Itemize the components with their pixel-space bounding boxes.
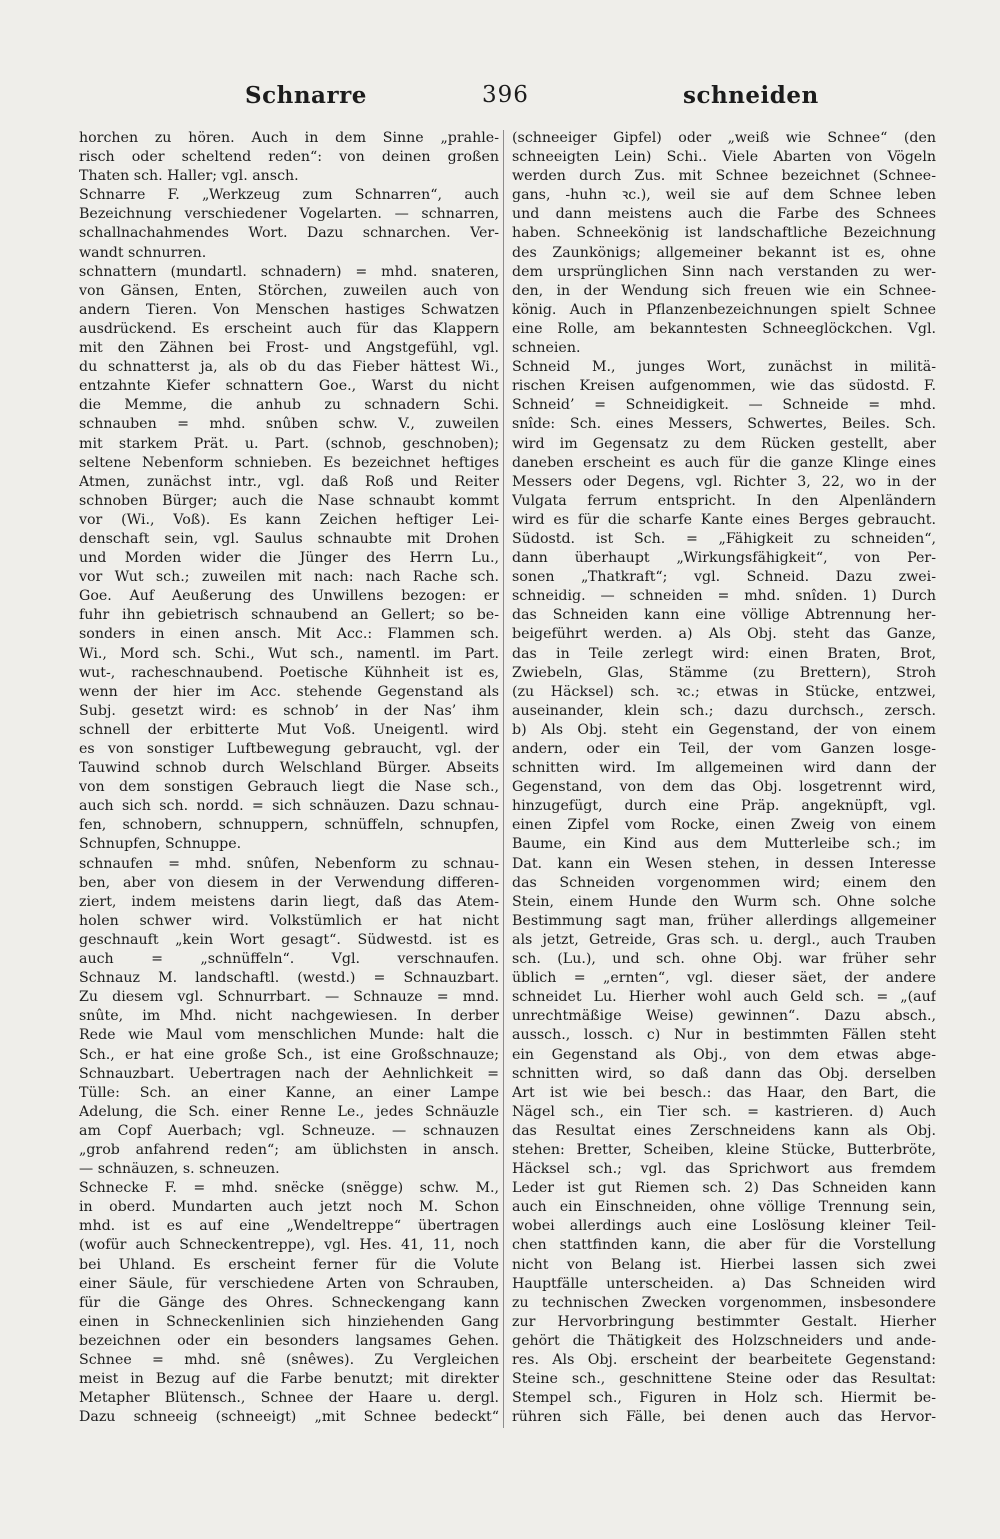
text-line: stehen: Bretter, Scheiben, kleine Stücke, Butterbröte,	[512, 1141, 936, 1158]
text-line: Tülle: Sch. an einer Kanne, an einer Lampe	[79, 1084, 499, 1101]
text-line: und Morden wider die Jünger des Herrn Lu.,	[79, 550, 499, 567]
text-line: gans, -huhn ꝛc.), weil sie auf dem Schnee leben	[512, 187, 936, 204]
text-line: Gegenstand, von dem das Obj. losgetrennt wird,	[512, 779, 936, 796]
text-line: wird es für die scharfe Kante eines Berges gebraucht.	[512, 511, 936, 528]
text-line: die Memme, die anhub zu schnadern Schi.	[79, 397, 499, 414]
text-line: fuhr ihn gebietrisch schnaubend an Gellert; so be-	[79, 607, 499, 624]
text-line: schnitten wird, so daß dann das Obj. derselben	[512, 1065, 936, 1082]
text-line: von Gänsen, Enten, Störchen, zuweilen auch von	[79, 282, 499, 299]
text-line: wenn der hier im Acc. stehende Gegenstand als	[79, 683, 499, 700]
text-line: aussch., lossch. c) Nur in bestimmten Fällen steht	[512, 1027, 936, 1044]
text-line: Rede wie Maul vom menschlichen Munde: halt die	[79, 1027, 499, 1044]
text-line: dann überhaupt „Wirkungsfähigkeit“, von Per-	[512, 550, 936, 567]
text-line: des Zaunkönigs; allgemeiner bekannt ist es, ohne	[512, 244, 936, 261]
text-line: am Copf Auerbach; vgl. Schneuze. — schnauzen	[79, 1122, 499, 1139]
text-line: schneeigten Lein) Schi.. Viele Abarten von Vögeln	[512, 149, 936, 166]
text-line: (schneeiger Gipfel) oder „weiß wie Schnee“ (den	[512, 130, 936, 146]
text-line: haben. Schneekönig ist landschaftliche Bezeichnung	[512, 225, 936, 242]
text-line: holen schwer wird. Volkstümlich er hat nicht	[79, 912, 499, 929]
text-line: einen in Schneckenlinien sich hinziehenden Gang	[79, 1313, 499, 1330]
text-line: einer Säule, für verschiedene Arten von Schrauben,	[79, 1275, 499, 1292]
text-line: Bezeichnung verschiedener Vogelarten. — schnarren,	[79, 206, 499, 223]
text-line: — schnäuzen, s. schneuzen.	[79, 1161, 280, 1178]
text-line: schnauben = mhd. snûben schw. V., zuweilen	[79, 416, 499, 433]
text-line: üblich = „ernten“, vgl. dieser säet, der andere	[512, 970, 936, 987]
text-line: wird im Gegensatz zu dem Rücken gestellt, aber	[512, 435, 936, 452]
text-line: Schneid’ = Schneidigkeit. — Schneide = mhd.	[512, 397, 936, 414]
text-line: Stempel sch., Figuren in Holz sch. Hiermit be-	[512, 1390, 936, 1407]
text-line: das Schneiden kann eine völlige Abtrennung her-	[512, 607, 936, 624]
text-line: seltene Nebenform schnieben. Es bezeichnet heftiges	[79, 454, 499, 471]
text-line: rühren sich Fälle, bei denen auch das Hervor-	[512, 1409, 936, 1426]
header-left-keyword: Schnarre	[245, 82, 367, 109]
text-line: Bestimmung sagt man, früher allerdings allgemeiner	[512, 912, 936, 929]
text-line: (wofür auch Schneckentreppe), vgl. Hes. 41, 11, noch	[79, 1237, 499, 1254]
text-line: horchen zu hören. Auch in dem Sinne „prahle-	[79, 130, 499, 146]
text-line: wut-, racheschnaubend. Poetische Kühnheit ist es,	[79, 664, 499, 681]
text-line: schneien.	[512, 340, 581, 357]
text-line: auch sich sch. nordd. = sich schnäuzen. Dazu schnau-	[79, 798, 499, 815]
text-line: schnattern (mundartl. schnadern) = mhd. snateren,	[79, 263, 499, 280]
text-line: wobei allerdings auch eine Loslösung kleiner Teil-	[512, 1218, 936, 1235]
left-column	[79, 129, 499, 1427]
text-line: „grob anfahrend reden“; am üblichsten in ansch.	[79, 1141, 499, 1158]
text-line: Schnauz M. landschaftl. (westd.) = Schnauzbart.	[79, 970, 499, 987]
text-line: b) Als Obj. steht ein Gegenstand, der von einem	[512, 721, 936, 738]
text-line: Leder ist gut Riemen sch. 2) Das Schneiden kann	[512, 1180, 936, 1197]
text-line: Schneid M., junges Wort, zunächst in militä-	[512, 359, 936, 376]
text-line: rischen Kreisen aufgenommen, wie das südostd. F.	[512, 378, 936, 395]
text-line: andern Tieren. Von Menschen hastiges Schwatzen	[79, 301, 499, 318]
text-line: zu technischen Zwecken vorgenommen, insbesondere	[512, 1294, 936, 1311]
text-line: das Schneiden vorgenommen wird; einem den	[512, 874, 936, 891]
text-line: den, in der Wendung sich freuen wie ein Schnee-	[512, 282, 936, 299]
text-line: für die Gänge des Ohres. Schneckengang kann	[79, 1294, 499, 1311]
text-line: Häcksel sch.; vgl. das Sprichwort aus fremdem	[512, 1161, 936, 1178]
text-line: Thaten sch. Haller; vgl. ansch.	[79, 168, 299, 185]
text-line: ziert, indem meistens darin liegt, daß das Atem-	[79, 893, 499, 910]
text-line: daneben erscheint es auch für die ganze Klinge eines	[512, 454, 936, 471]
text-line: Art ist wie bei besch.: das Haar, den Bart, die	[512, 1084, 936, 1101]
text-line: risch oder scheltend reden“: von deinen großen	[79, 149, 499, 166]
text-line: geschnauft „kein Wort gesagt“. Südwestd. ist es	[79, 931, 499, 948]
text-line: das in Teile zerlegt wird: einen Braten, Brot,	[512, 645, 936, 662]
text-line: Nägel sch., ein Tier sch. = kastrieren. d) Auch	[512, 1103, 936, 1120]
text-line: es von sonstiger Luftbewegung gebraucht, vgl. der	[79, 741, 499, 757]
text-line: andern, oder ein Teil, der vom Ganzen losge-	[512, 741, 936, 757]
text-line: mhd. ist es auf eine „Wendeltreppe“ übertragen	[79, 1218, 499, 1235]
text-line: sonders in einen ansch. Mit Acc.: Flammen sch.	[79, 626, 499, 643]
text-line: einen Zipfel vom Rocke, einen Zweig von einem	[512, 817, 936, 834]
text-line: Dat. kann ein Wesen stehen, in dessen Interesse	[512, 855, 936, 872]
text-line: du schnatterst ja, als ob du das Fieber hättest Wi.,	[79, 359, 499, 376]
text-line: Atmen, zunächst intr., vgl. daß Roß und Reiter	[79, 473, 499, 490]
text-line: vor Wut sch.; zuweilen mit nach: nach Rache sch.	[79, 569, 499, 586]
text-line: ben, aber von diesem in der Verwendung differen-	[79, 874, 499, 891]
text-line: schnaufen = mhd. snûfen, Nebenform zu schnau-	[79, 855, 499, 872]
text-line: denschaft sein, vgl. Saulus schnaubte mit Drohen	[79, 530, 499, 547]
text-line: sch. (Lu.), und sch. ohne Obj. war früher sehr	[512, 951, 936, 968]
text-line: schnell der erbitterte Mut Voß. Uneigentl. wird	[79, 721, 499, 738]
text-line: vor (Wi., Voß). Es kann Zeichen heftiger Lei-	[79, 511, 499, 528]
text-line: Schnee = mhd. snê (snêwes). Zu Vergleichen	[79, 1352, 499, 1368]
text-line: auch = „schnüffeln“. Vgl. verschnaufen.	[79, 951, 499, 968]
text-line: auseinander, klein sch.; dazu durchsch., zersch.	[512, 702, 936, 719]
text-line: beigeführt werden. a) Als Obj. steht das Ganze,	[512, 626, 936, 643]
running-header	[80, 82, 925, 116]
text-line: mit den Zähnen bei Frost- und Angstgefühl, vgl.	[79, 340, 499, 357]
text-line: und dann meistens auch die Farbe des Schnees	[512, 206, 936, 223]
text-line: wandt schnurren.	[79, 244, 207, 261]
text-line: ausdrückend. Es erscheint auch für das Klappern	[79, 320, 499, 337]
text-line: Dazu schneeig (schneeigt) „mit Schnee bedeckt“	[79, 1409, 499, 1426]
text-line: Schnauzbart. Uebertragen nach der Aehnlichkeit =	[79, 1065, 499, 1082]
text-line: meist in Bezug auf die Farbe benutzt; mit direkter	[79, 1371, 499, 1388]
text-line: Südostd. ist Sch. = „Fähigkeit zu schneiden“,	[512, 530, 936, 547]
text-line: Baume, ein Kind aus dem Mutterleibe sch.; im	[512, 836, 936, 853]
text-line: hinzugefügt, durch eine Präp. angeknüpft, vgl.	[512, 798, 936, 815]
text-line: Stein, einem Hunde den Wurm sch. Ohne solche	[512, 893, 936, 910]
text-line: chen stattfinden kann, die aber für die Vorstellung	[512, 1237, 936, 1254]
column-divider	[503, 130, 504, 1428]
text-line: mit starkem Prät. u. Part. (schnob, geschnoben);	[79, 435, 499, 452]
text-line: bei Uhland. Es erscheint ferner für die Volute	[79, 1256, 499, 1273]
text-line: eine Rolle, am bekanntesten Schneeglöckchen. Vgl.	[512, 320, 936, 337]
text-line: könig. Auch in Pflanzenbezeichnungen spielt Schnee	[512, 301, 936, 318]
text-line: Sch., er hat eine große Sch., ist eine Großschnauze;	[79, 1046, 499, 1063]
text-line: Adelung, die Sch. einer Renne Le., jedes Schnäuzle	[79, 1103, 499, 1120]
text-line: snûte, im Mhd. nicht nachgewiesen. In derber	[79, 1008, 499, 1025]
text-line: Schnecke F. = mhd. snëcke (snëgge) schw. M.,	[79, 1180, 499, 1197]
text-line: Zu diesem vgl. Schnurrbart. — Schnauze = mnd.	[79, 989, 499, 1006]
text-line: Vulgata ferrum entspricht. In den Alpenländern	[512, 492, 936, 509]
text-line: ein Gegenstand als Obj., von dem etwas abge-	[512, 1046, 936, 1063]
text-line: Schnupfen, Schnuppe.	[79, 836, 242, 853]
text-line: Metapher Blütensch., Schnee der Haare u. dergl.	[79, 1390, 499, 1407]
text-line: dem ursprünglichen Sinn nach verstanden zu wer-	[512, 263, 936, 280]
text-line: sonen „Thatkraft“; vgl. Schneid. Dazu zwei-	[512, 569, 936, 586]
text-line: (zu Häcksel) sch. ꝛc.; etwas in Stücke, entzwei,	[512, 683, 936, 700]
text-line: Hauptfälle unterscheiden. a) Das Schneiden wird	[512, 1275, 936, 1292]
text-line: gehört die Thätigkeit des Holzschneiders und ande-	[512, 1332, 936, 1349]
text-line: zur Hervorbringung bestimmter Gestalt. Hierher	[512, 1313, 936, 1330]
text-line: bezeichnen oder ein besonders langsames Gehen.	[79, 1332, 499, 1349]
text-line: Zwiebeln, Glas, Stämme (zu Brettern), Stroh	[512, 664, 936, 681]
text-line: das Resultat eines Zerschneidens kann als Obj.	[512, 1122, 936, 1139]
text-line: schallnachahmendes Wort. Dazu schnarchen. Ver-	[79, 225, 499, 242]
text-line: nicht von Belang ist. Hierbei lassen sich zwei	[512, 1256, 936, 1273]
text-line: Tauwind schnob durch Welschland Bürger. Abseits	[79, 760, 499, 777]
text-line: schneidig. — schneiden = mhd. snîden. 1) Durch	[512, 588, 936, 605]
text-line: von dem sonstigen Gebrauch liegt die Nase sch.,	[79, 779, 499, 796]
text-line: res. Als Obj. erscheint der bearbeitete Gegenstand:	[512, 1352, 936, 1368]
text-line: werden durch Zus. mit Schnee bezeichnet (Schnee-	[512, 168, 936, 185]
right-column	[512, 129, 936, 1427]
text-line: Steine sch., geschnittene Steine oder das Resultat:	[512, 1371, 936, 1388]
text-line: schnitten wird. Im allgemeinen wird dann der	[512, 760, 936, 777]
page-number: 396	[482, 82, 529, 108]
text-line: entzahnte Kiefer schnattern Goe., Warst du nicht	[79, 378, 499, 395]
text-line: Wi., Mord sch. Schi., Wut sch., namentl. im Part.	[79, 645, 499, 662]
text-line: Goe. Auf Aeußerung des Unwillens bezogen: er	[79, 588, 499, 605]
text-line: schneidet Lu. Hierher wohl auch Geld sch. = „(auf	[512, 989, 936, 1006]
text-line: Subj. gesetzt wird: es schnob’ in der Nas’ ihm	[79, 702, 499, 719]
header-right-keyword: schneiden	[683, 82, 819, 109]
text-line: auch ein Einschneiden, ohne völlige Trennung sein,	[512, 1199, 936, 1216]
text-line: in oberd. Mundarten auch jetzt noch M. Schon	[79, 1199, 499, 1216]
text-line: unrechtmäßige Weise) gewinnen“. Dazu absch.,	[512, 1008, 936, 1025]
text-line: Schnarre F. „Werkzeug zum Schnarren“, auch	[79, 187, 499, 204]
text-line: als jetzt, Getreide, Gras sch. u. dergl., auch Trauben	[512, 931, 936, 948]
text-line: schnoben Bürger; auch die Nase schnaubt kommt	[79, 492, 499, 509]
text-line: fen, schnobern, schnuppern, schnüffeln, schnupfen,	[79, 817, 499, 834]
text-line: Messers oder Degens, vgl. Richter 3, 22, wo in der	[512, 473, 936, 490]
text-line: snîde: Sch. eines Messers, Schwertes, Beiles. Sch.	[512, 416, 936, 433]
